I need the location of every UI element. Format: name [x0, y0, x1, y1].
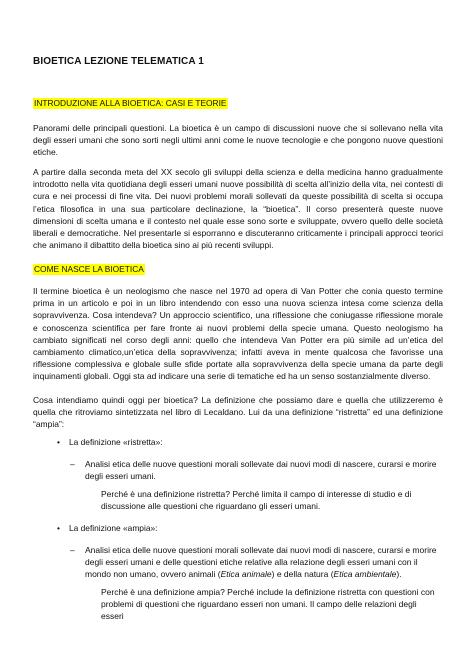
definition-text-part: ) e della natura ( [271, 569, 334, 580]
definition-ristretta-text [70, 458, 440, 482]
definition-ampia-text [70, 544, 440, 581]
etica-ambientale-term: Etica ambientale [333, 569, 397, 580]
definition-text: Analisi etica delle nuove questioni morali sollevate dai nuovi modi di nascere, curarsi e morire degli esseri umani. [85, 459, 437, 482]
paragraph-origin-2: Cosa intendiamo quindi oggi per bioetica? La definizione che possiamo dare e quella che utilizzeremo è quella che ritroviamo sintetizzata nel libro di Lecaldano. Lui da una definizione “ristretta” ed una definizione “ampia”: [33, 395, 443, 430]
definition-text-part: Analisi etica delle nuove questioni morali sollevate dai nuovi modi di nascere, curarsi e morire degli esseri umani e delle questioni etiche relative alla relazione degli esseri umani con il mondo non umano, ovvero animali ( [85, 545, 437, 580]
section-heading-intro: INTRODUZIONE ALLA BIOETICA: CASI E TEORIE [34, 98, 227, 108]
document-title: BIOETICA LEZIONE TELEMATICA 1 [33, 56, 204, 67]
dash-icon: – [70, 545, 75, 555]
paragraph-intro-2: A partire dalla seconda meta del XX secolo gli sviluppi della scienza e della medicina hanno gradualmente introdotto nella vita quotidiana degli esseri umani nuove possibilità di scelta all’inizio della vita, nei contesti di cura e nei processi di fine vita. Dei nuovi problemi morali sollevati da queste possibilità di scelta si occupa l’etica filosofica in una sua particolare declinazione, la “bioetica”. Il corso presenterà queste nuove dimensioni di scelta umana e il contesto nel quale esse sono sorte e sviluppate, ovvero quello delle società liberali e democratiche. Nel presentarle si esporranno e discuteranno criticamente i principali approcci teorici che animano il dibattito della bioetica sino ai più recenti sviluppi. [33, 167, 443, 251]
dash-icon: – [70, 459, 75, 469]
etica-animale-term: Etica animale [220, 569, 272, 580]
bullet-definition-ristretta [57, 436, 163, 448]
definition-label: La definizione «ampia»: [69, 523, 158, 533]
bullet-icon: • [57, 437, 60, 447]
bullet-definition-ampia [57, 522, 157, 534]
definition-ristretta-note: Perché è una definizione ristretta? Perché limita il campo di interesse di studio e di discussione alle questioni che riguardano gli esseri umani. [101, 489, 412, 512]
bullet-icon: • [57, 523, 60, 533]
definition-label: La definizione «ristretta»: [69, 437, 163, 447]
paragraph-origin-1: Il termine bioetica è un neologismo che nasce nel 1970 ad opera di Van Potter che conia questo termine prima in un articolo e poi in un libro intendendo con esso una nuova scienza intesa come scienza della sopravvivenza. Cosa intendeva? Un approccio scientifico, una riflessione che coniugasse riflessione morale e conoscenza scientifica per fare fronte ai nuovi problemi della specie umana. Questo neologismo ha cambiato significati nel corso degli anni: quello che intendeva Van Potter era più simile ad un’etica del cambiamento climatico,un’etica della sopravvivenza; infatti aveva in mente qualcosa che favorisse una riflessione complessiva e globale sulle sfide portate alla sopravvivenza della specie umana da parte degli inquinamenti globali. Oggi sta ad indicare una serie di tematiche ed ha un senso sostanzialmente diverso. [33, 286, 443, 382]
section-heading-origin: COME NASCE LA BIOETICA [34, 264, 144, 274]
definition-text-part: ). [396, 569, 402, 580]
definition-ampia-note: Perché è una definizione ampia? Perché include la definizione ristretta con questioni con problemi di questioni che riguardano esseri non umani. Il campo delle relazioni degli esseri [101, 587, 435, 622]
paragraph-intro-1: Panorami delle principali questioni. La bioetica è un campo di discussioni nuove che si sollevano nella vita degli esseri umani che sono sorti negli ultimi anni come le nuove tecnologie e che pongono nuove questioni etiche. [33, 123, 443, 158]
